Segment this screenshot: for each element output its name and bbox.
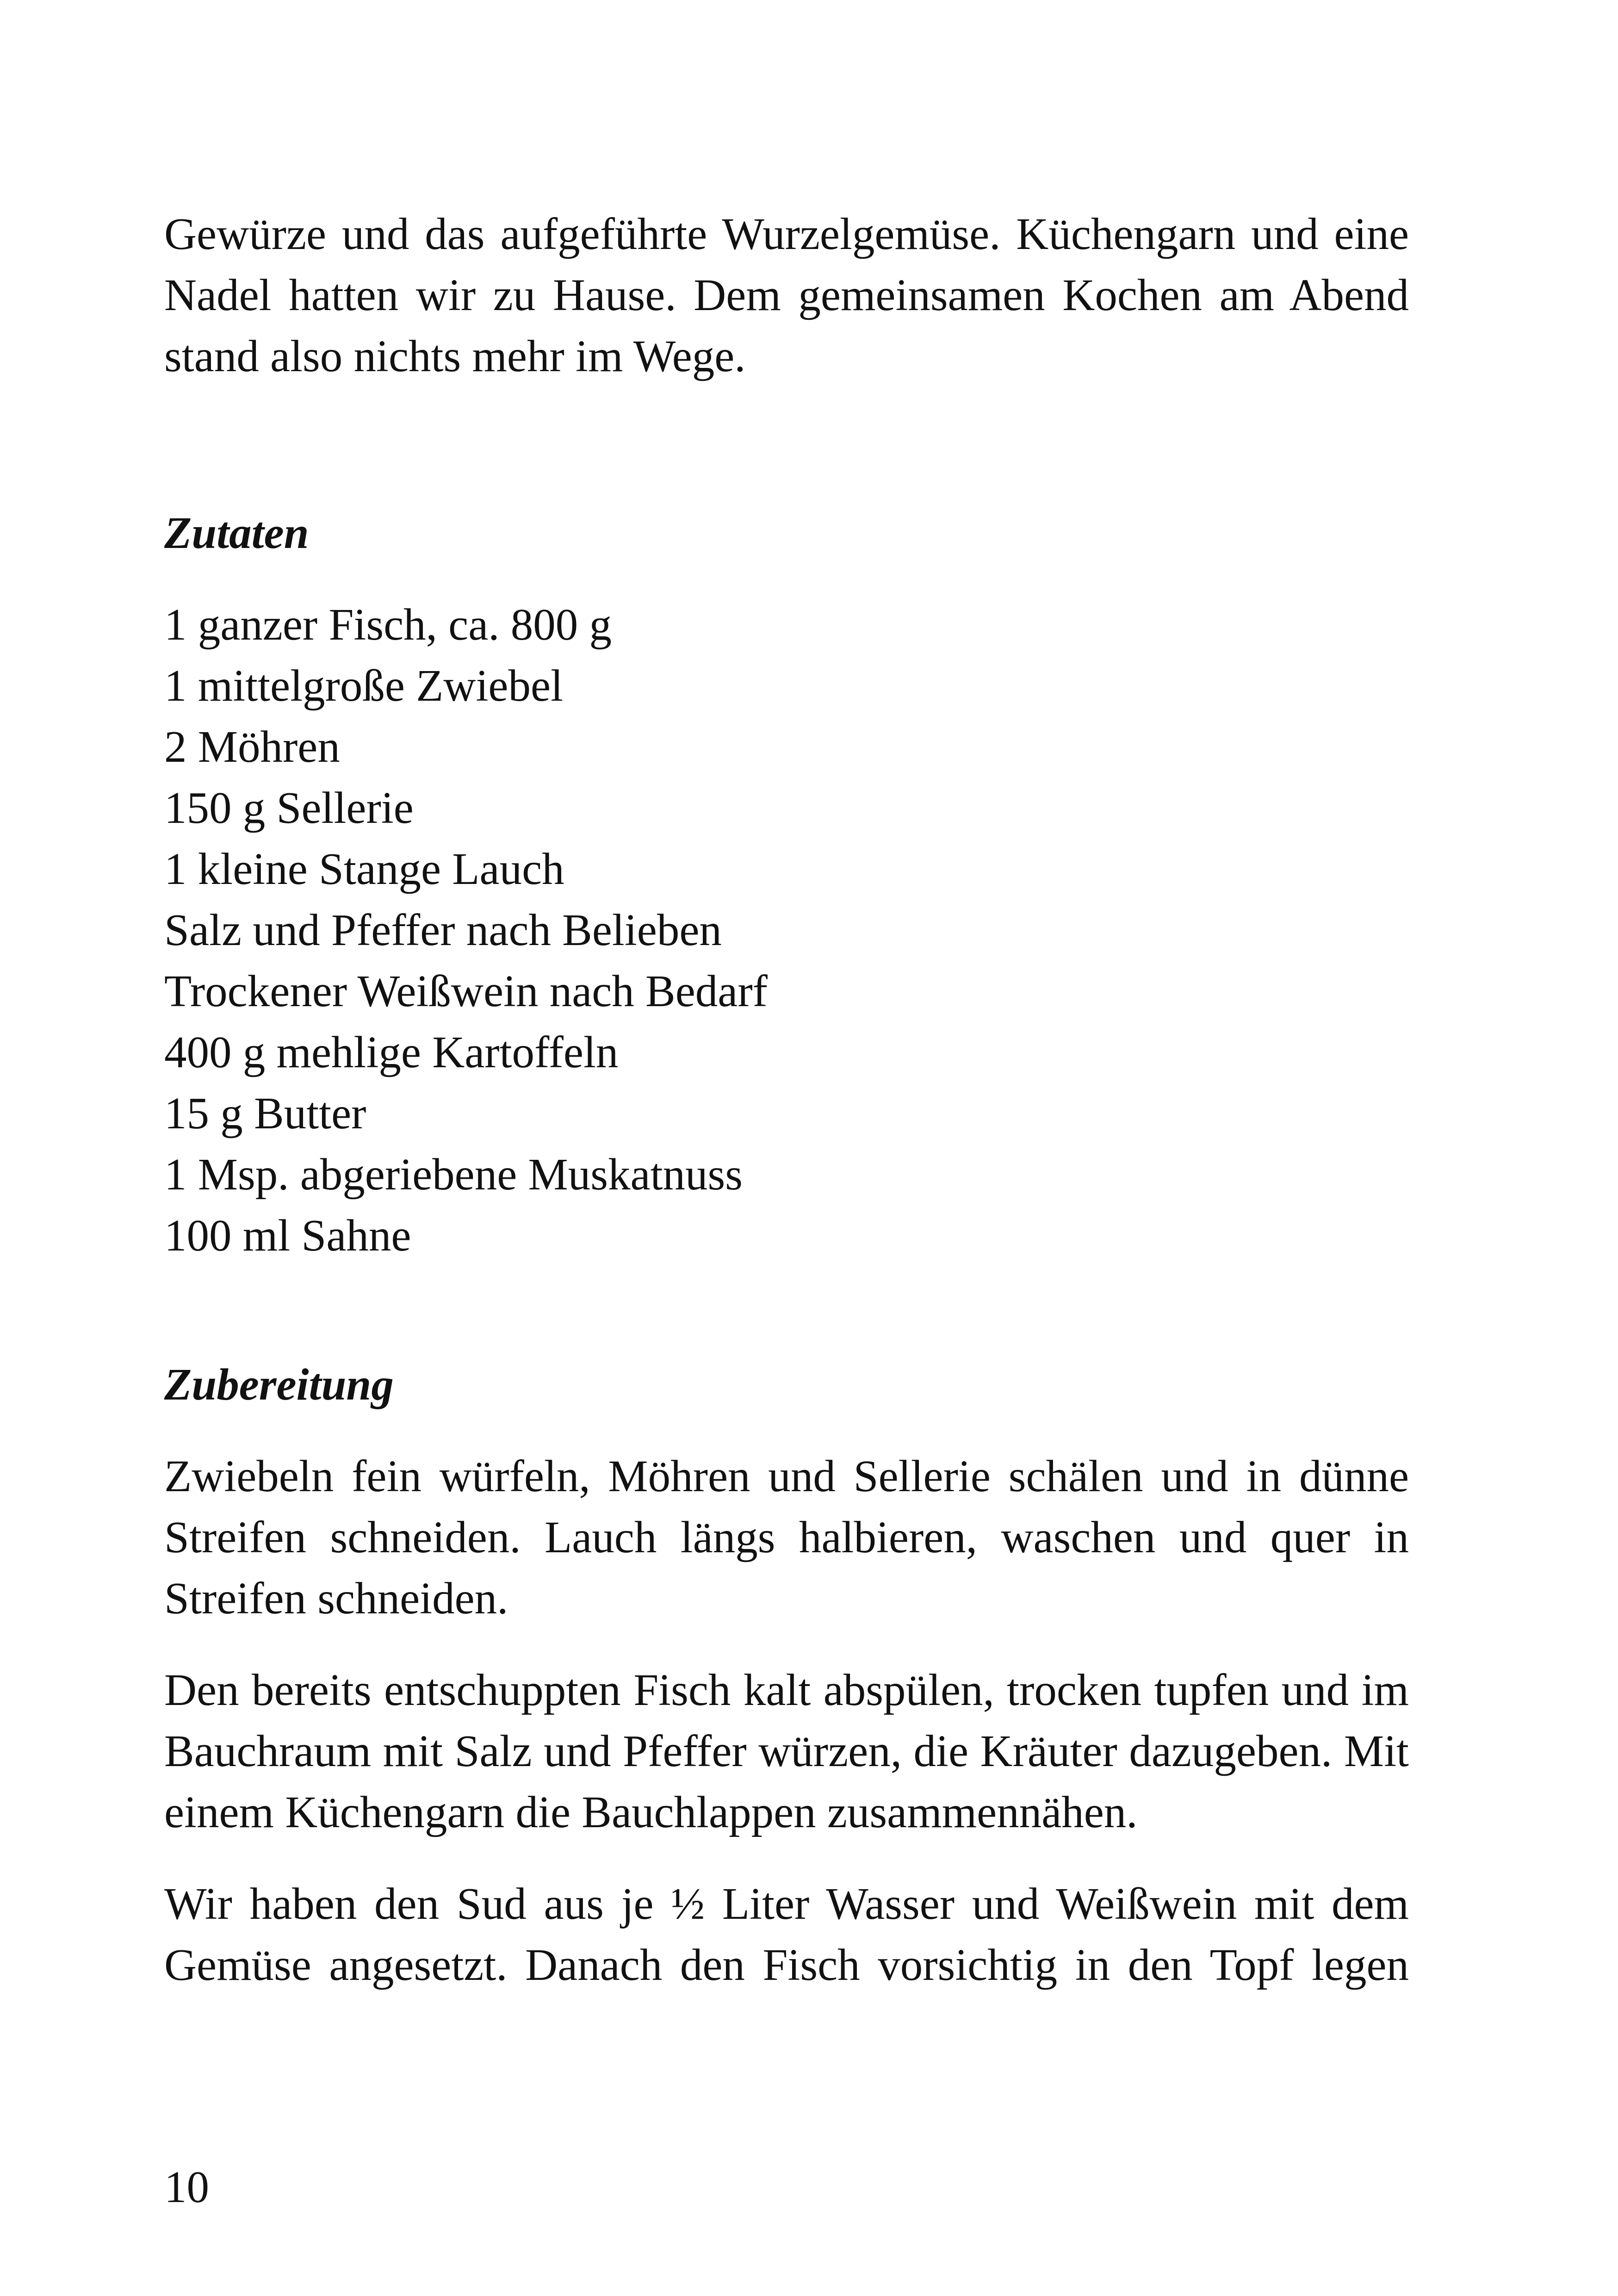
ingredient-item: 15 g Butter <box>164 1089 366 1138</box>
ingredient-item: 1 kleine Stange Lauch <box>164 844 564 894</box>
preparation-paragraph: Den bereits entschuppten Fisch kalt abspülen, trocken tupfen und im Bauchraum mit Salz und Pfeffer würzen, die Kräuter dazugeben. Mit einem Küchengarn die Bauchlappen zusammennähen. <box>164 1665 1409 1837</box>
page-number: 10 <box>164 2162 209 2212</box>
ingredient-item: Salz und Pfeffer nach Belieben <box>164 905 722 955</box>
ingredient-item: 100 ml Sahne <box>164 1211 411 1260</box>
ingredients-heading: Zutaten <box>164 508 309 558</box>
preparation-paragraph: Wir haben den Sud aus je ½ Liter Wasser und Weißwein mit dem Gemüse angesetzt. Danach den Fisch vorsichtig in den Topf legen <box>164 1879 1409 1990</box>
intro-paragraph: Gewürze und das aufgeführte Wurzelgemüse. Küchengarn und eine Nadel hatten wir zu Hause. Dem gemeinsamen Kochen am Abend stand also nichts mehr im Wege. <box>164 209 1409 381</box>
page-content <box>164 204 1409 1996</box>
ingredient-item: 150 g Sellerie <box>164 783 414 833</box>
ingredient-item: 400 g mehlige Kartoffeln <box>164 1027 619 1077</box>
ingredients-list <box>164 594 1409 1266</box>
ingredient-item: 1 mittelgroße Zwiebel <box>164 661 563 710</box>
ingredient-item: 2 Möhren <box>164 722 340 772</box>
preparation-steps <box>164 1446 1409 1996</box>
ingredient-item: 1 ganzer Fisch, ca. 800 g <box>164 600 612 649</box>
preparation-paragraph: Zwiebeln fein würfeln, Möhren und Sellerie schälen und in dünne Streifen schneiden. Lauch längs halbieren, waschen und quer in Streifen schneiden. <box>164 1451 1409 1623</box>
ingredient-item: 1 Msp. abgeriebene Muskatnuss <box>164 1150 743 1199</box>
preparation-heading: Zubereitung <box>164 1360 394 1409</box>
ingredient-item: Trockener Weißwein nach Bedarf <box>164 966 768 1016</box>
